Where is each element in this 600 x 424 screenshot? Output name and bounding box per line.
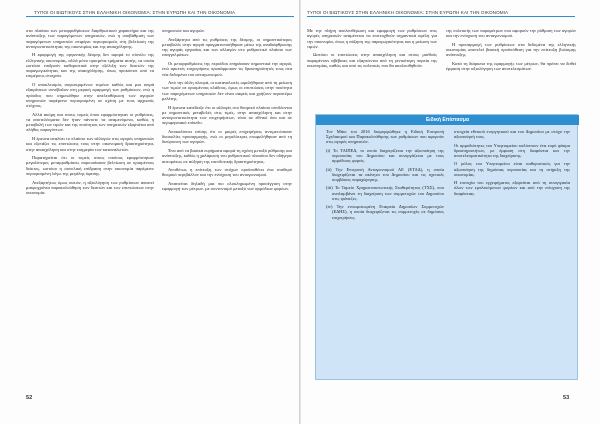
paragraph: Ο αποκλεισμός συγκεκριμένων τομέων καθώς και μια σειρά εξαιρέσεων συνέβαλαν στη μερική εφαρμογή των ρυθμίσεων, ενώ η πρόοδος που σημειώθηκε στην απελευθέρωση των αγορών υπηρεσιών παρέμεινε περιορισμένη σε σχέση με τους αρχικούς στόχους. [26,82,154,109]
box-list-item: (iv) Την ενσωματωμένη Εταιρεία Δημοσίων Συμμετοχών (ΕΔΗΣ), η οποία διαχειρίζεται τις συμμετοχές σε δημόσιες επιχειρήσεις. [326,204,444,220]
right-column-1 [307,28,437,72]
paragraph: Ένα από τα βασικά ευρήματα αφορά τη σχέση μεταξύ ρύθμισης και ανάπτυξης, καθώς η χαλάρωση του ρυθμιστικού πλαισίου δεν οδήγησε αυτομάτως σε αύξηση της επενδυτικής δραστηριότητας. [162,148,292,164]
paragraph: Οι μεταρρυθμίσεις της περιόδου επηρέασαν σημαντικά την αγορά, ενώ αρκετές επιχειρήσεις προσάρμοσαν τις δραστηριότητές τους στα νέα δεδομένα του ανταγωνισμού. [162,61,292,77]
box-paragraph: Οι αρμοδιότητες του Υπερταμείου καλύπτουν ένα ευρύ φάσμα δραστηριοτήτων, με έμφαση στη διαφάνεια και την αποτελεσματικότητα της διαχείρισης. [454,142,570,158]
paragraph: Η εφαρμογή της οργανικής δέσμης δεν αφορά το σύνολο της ελληνικής οικονομίας, αλλά μόνο ορισμένα τμήματα αυτής, τα οποία ωστόσο επιδρούν καθοριστικά στην εξέλιξη των δεικτών της παραγωγικότητας και της απασχόλησης, όπως προκύπτει από τα επιμέρους στοιχεία. [26,52,154,79]
header-rule [307,16,575,17]
box-list-item: (iii) Το Ταμείο Χρηματοπιστωτικής Σταθερότητας (ΤΧΣ), που αναλαμβάνει τη διαχείριση των συμμετοχών του Δημοσίου στις τράπεζες. [326,185,444,201]
box-paragraph: Ο ρόλος του Υπερταμείου είναι καθοριστικός για την αξιοποίηση της δημόσιας περιουσίας και τη στήριξη της οικονομίας. [454,161,570,177]
paragraph: Ανεξάρτητα από τις ρυθμίσεις της δέσμης, οι σημαντικότερες μεταβολές στην αγορά πραγματοποιήθηκαν μέσω της αναδιάρθρωσης της αγοράς εργασίας και των αλλαγών στο ρυθμιστικό πλαίσιο των επαγγελμάτων. [162,36,292,58]
paragraph: Η προσαρμογή των ρυθμίσεων στα δεδομένα της ελληνικής οικονομίας αποτελεί βασική προϋπόθεση για την επίτευξη βιώσιμης ανάπτυξης. [446,41,576,58]
paragraph: Αποκαλύπτει επίσης ότι οι μικρές επιχειρήσεις αντιμετώπισαν δυσκολίες προσαρμογής, ενώ οι μεγαλύτερες επωφελήθηκαν από τη διεύρυνση των αγορών. [162,128,292,145]
left-column-1 [26,28,154,199]
info-box-column-1 [326,129,444,223]
paragraph: της πολιτικής των παραμέτρων που αφορούν την ρύθμιση των αγορών και την ενίσχυση του ανταγωνισμού. [446,28,576,39]
running-head-left: ΤΥΠΟΙ ΟΙ ΒΙΩΤΙΚΟΥΣ ΣΤΗΝ ΕΛΛΗΝΙΚΗ ΟΙΚΟΝΟΜΙΑ: ΣΤΗΝ ΕΥΡΩΠΗ ΚΑΙ ΤΗΝ ΟΙΚΟΝΟΜΙΑ [34,10,236,15]
header-rule [26,16,294,17]
page-number-left: 52 [26,395,33,401]
info-box-title: Ειδική Επίστασμα [316,115,579,125]
page-number-right: 53 [563,395,570,401]
left-page [0,0,299,424]
paragraph: Ωστόσο οι επιπτώσεις στην απασχόληση και στους μισθούς παραμένουν αβέβαιες και εξαρτώνται από τη γενικότερη πορεία της οικονομίας, καθώς και από τις πολιτικές που θα ακολουθηθούν. [307,52,437,68]
running-head-right: ΤΥΠΟΙ ΟΙ ΒΙΩΤΙΚΟΥΣ ΣΤΗΝ ΕΛΛΗΝΙΚΗ ΟΙΚΟΝΟΜΙΑ: ΣΤΗΝ ΕΥΡΩΠΗ ΚΑΙ ΤΗΝ ΟΙΚΟΝΟΜΙΑ [307,10,509,15]
paragraph: Απαιτείται δηλαδή μια πιο ολοκληρωμένη προσέγγιση στην εφαρμογή των μέτρων, με συντονισμό μεταξύ των αρμόδιων φορέων. [162,181,292,192]
paragraph: Αντιθέτως η επίτευξη των στόχων προϋποθέτει ένα σταθερό θεσμικό περιβάλλον και την ενίσχυση του ανταγωνισμού. [162,167,292,178]
paragraph: υπηρεσιών και αγορών. [162,28,206,33]
paragraph: Ανεξαρτήτως όμως αυτών, η αξιολόγηση των ρυθμίσεων απαιτεί μακροχρόνια παρακολούθηση των δεικτών και των επιπτώσεων στην οικονομία. [26,179,154,196]
left-column-2 [162,28,292,195]
box-paragraph: Τον Μάιο του 2016 διαμορφώθηκε η Ειδική Επιτροπή Σχεδιασμού και Παρακολούθησης των ρυθμίσεων που αφορούν στις αγορές υπηρεσιών. [326,129,444,145]
paragraph: Από την άλλη πλευρά, οι καταναλωτές ωφελήθηκαν από τη μείωση των τιμών σε ορισμένους κλάδους, όμως οι επιπτώσεις στην ποιότητα των παρεχόμενων υπηρεσιών δεν είναι σαφείς και χρήζουν περαιτέρω μελέτης. [162,80,292,101]
box-paragraph: Η επιτυχία του εγχειρήματος εξαρτάται από τη συνεργασία όλων των εμπλεκόμενων φορέων και από την ενίσχυση της διαφάνειας. [454,180,570,196]
paragraph: Η έρευνα κατέδειξε ότι οι αλλαγές στο θεσμικό πλαίσιο συνδέονται με σημαντικές μεταβολές στις τιμές, στην απασχόληση και στην ανταγωνιστικότητα των επιχειρήσεων, τόσο σε εθνικό όσο και σε περιφερειακό επίπεδο. [162,104,292,126]
paragraph: στα πλαίσια των μεταρρυθμίσεων διαρθρωτικού χαρακτήρα και της ανάπτυξης των παραγόμενων υπηρεσιών, ενώ η υποβάθμιση των παραγόμενων υπηρεσιών επιφέρει περιορισμούς στη βελτίωση της ανταγωνιστικότητας της οικονομίας και της απασχόλησης. [26,28,154,49]
paragraph: Αλλά ακόμη και στους τομείς όπου εφαρμόστηκαν οι ρυθμίσεις, τα αποτελέσματα δεν ήταν πάντοτε τα αναμενόμενα, καθώς η μεταβολή των τιμών και της ποιότητας των υπηρεσιών εξαρτάται από πλήθος παραγόντων. [26,111,154,133]
right-column-2 [446,28,576,75]
box-list-item: (i) Το ΤΑΙΠΕΔ, το οποίο διαχειρίζεται την αξιοποίηση της περιουσίας του Δημοσίου και συνεργάζεται με τους αρμόδιους φορείς. [326,147,444,164]
right-page [301,0,600,424]
paragraph: Παρατηρείται ότι οι τομείς στους οποίους εφαρμόστηκαν μεγαλύτερες μεταρρυθμίσεις παρουσίασαν βελτίωση σε ορισμένους δείκτες, ωστόσο η συνολική επίδραση στην οικονομία παρέμεινε περιορισμένη λόγω της μεγάλης ύφεσης. [26,155,154,176]
box-paragraph: στοιχεία εθνικού ενεργητικού και του Δημοσίου με στόχο την αξιοποίησή τους. [454,129,570,140]
box-list-item: (ii) Την Επιτροπή Ανταγωνισμού ΑΕ (ΕΤΑΔ), η οποία διαχειρίζεται τα ακίνητα του Δημοσίου και τις σχετικές συμβάσεις παραχώρησης. [326,166,444,182]
info-box-column-2 [454,129,570,199]
paragraph: Με την πλήρη απελευθέρωση και εφαρμογή των ρυθμίσεων στις αγορές υπηρεσιών αναμένεται να επιτευχθούν σημαντικά οφέλη για την οικονομία, όπως η αύξηση της παραγωγικότητας και η μείωση των τιμών. [307,28,437,49]
paragraph: Κατά τη διάρκεια της εφαρμογής των μέτρων, θα πρέπει να δοθεί έμφαση στην αξιολόγηση των αποτελεσμάτων. [446,61,576,72]
paragraph: Η έρευνα αναλύει το πλαίσιο των αλλαγών στις αγορές υπηρεσιών και εξετάζει τις επιπτώσεις τους στην οικονομική δραστηριότητα, στην απασχόληση και στην ευημερία των καταναλωτών. [26,136,154,152]
info-box [315,114,578,380]
